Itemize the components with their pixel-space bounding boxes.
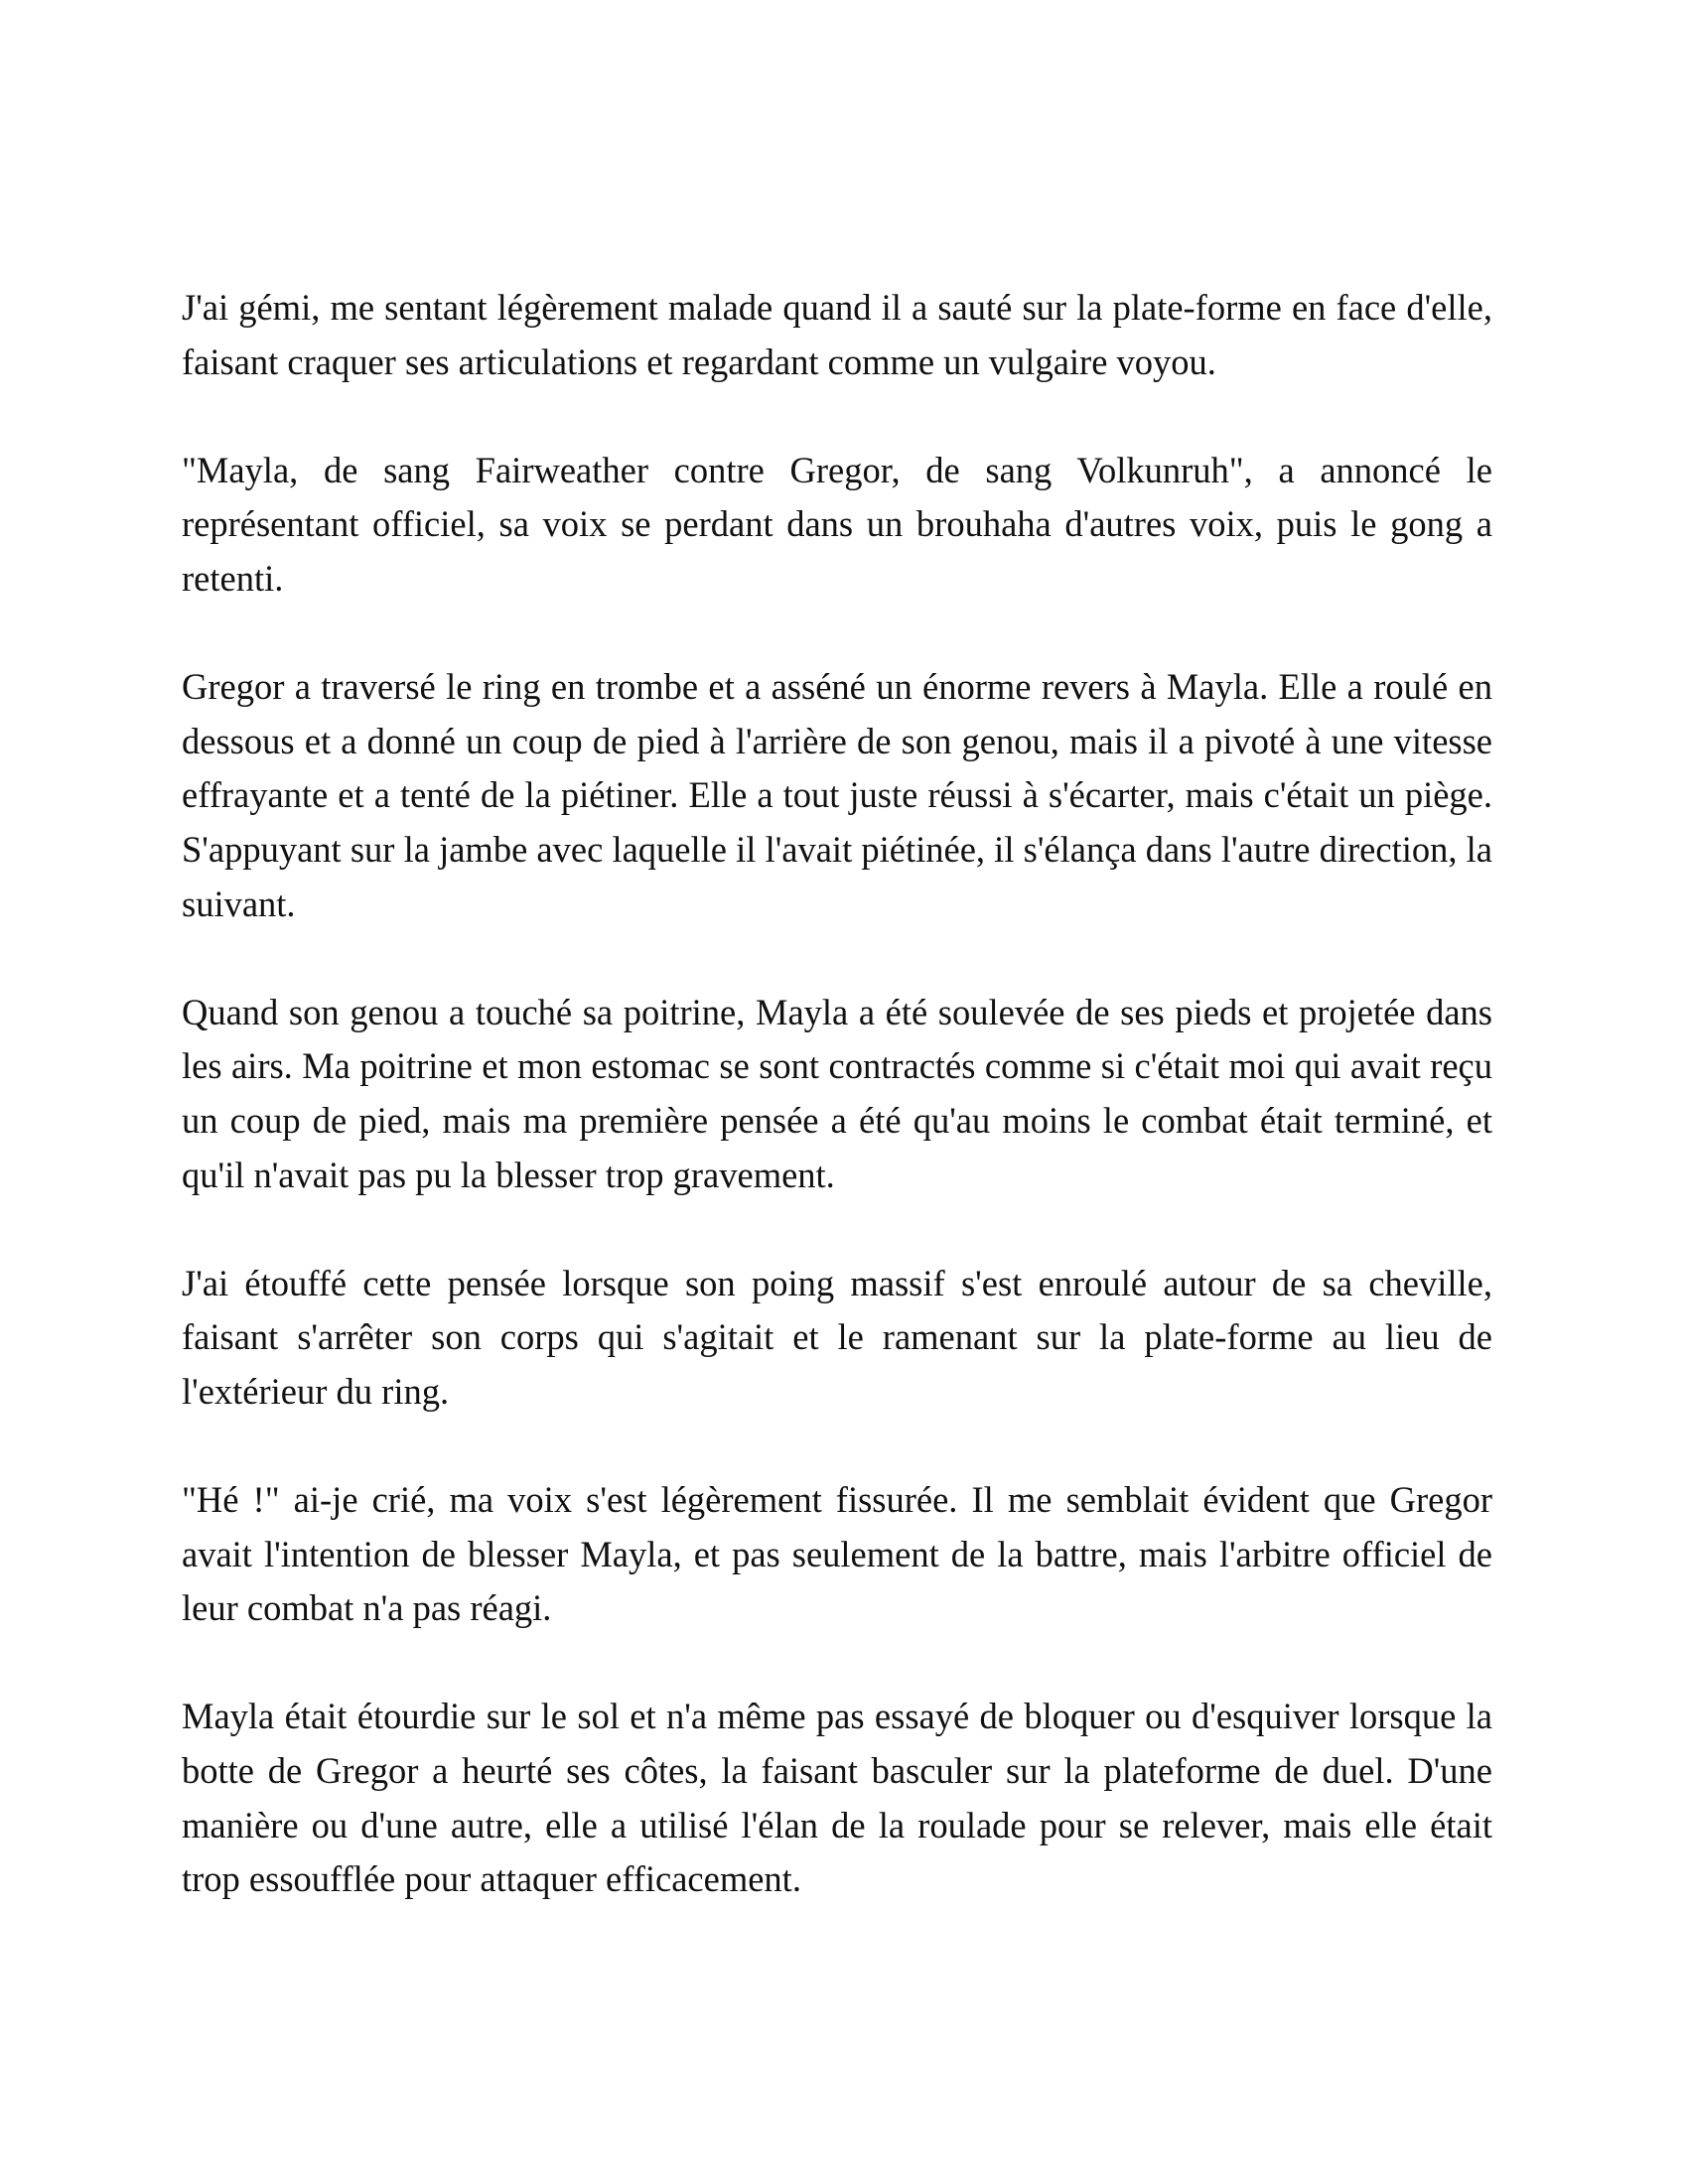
paragraph-6: "Hé !" ai-je crié, ma voix s'est légèrement fissurée. Il me semblait évident que Gregor avait l'intention de blesser Mayla, et pas seulement de la battre, mais l'arbitre officiel de leur combat n'a pas réagi. <box>182 1479 1492 1629</box>
paragraph-1: J'ai gémi, me sentant légèrement malade quand il a sauté sur la plate-forme en face d'elle, faisant craquer ses articulations et regardant comme un vulgaire voyou. <box>182 287 1492 382</box>
paragraph-4: Quand son genou a touché sa poitrine, Mayla a été soulevée de ses pieds et projetée dans les airs. Ma poitrine et mon estomac se sont contractés comme si c'était moi qui avait reçu un coup de pied, mais ma première pensée a été qu'au moins le combat était terminé, et qu'il n'avait pas pu la blesser trop gravement. <box>182 991 1492 1195</box>
document-page <box>182 281 1492 1961</box>
paragraph-3: Gregor a traversé le ring en trombe et a asséné un énorme revers à Mayla. Elle a roulé en dessous et a donné un coup de pied à l'arrière de son genou, mais il a pivoté à une vitesse effrayante et a tenté de la piétiner. Elle a tout juste réussi à s'écarter, mais c'était un piège. S'appuyant sur la jambe avec laquelle il l'avait piétinée, il s'élança dans l'autre direction, la suivant. <box>182 666 1492 924</box>
paragraph-7: Mayla était étourdie sur le sol et n'a même pas essayé de bloquer ou d'esquiver lorsque la botte de Gregor a heurté ses côtes, la faisant basculer sur la plateforme de duel. D'une manière ou d'une autre, elle a utilisé l'élan de la roulade pour se relever, mais elle était trop essoufflée pour attaquer efficacement. <box>182 1696 1492 1900</box>
paragraph-2: "Mayla, de sang Fairweather contre Gregor, de sang Volkunruh", a annoncé le représentant officiel, sa voix se perdant dans un brouhaha d'autres voix, puis le gong a retenti. <box>182 449 1492 599</box>
paragraph-5: J'ai étouffé cette pensée lorsque son poing massif s'est enroulé autour de sa cheville, faisant s'arrêter son corps qui s'agitait et le ramenant sur la plate-forme au lieu de l'extérieur du ring. <box>182 1262 1492 1412</box>
